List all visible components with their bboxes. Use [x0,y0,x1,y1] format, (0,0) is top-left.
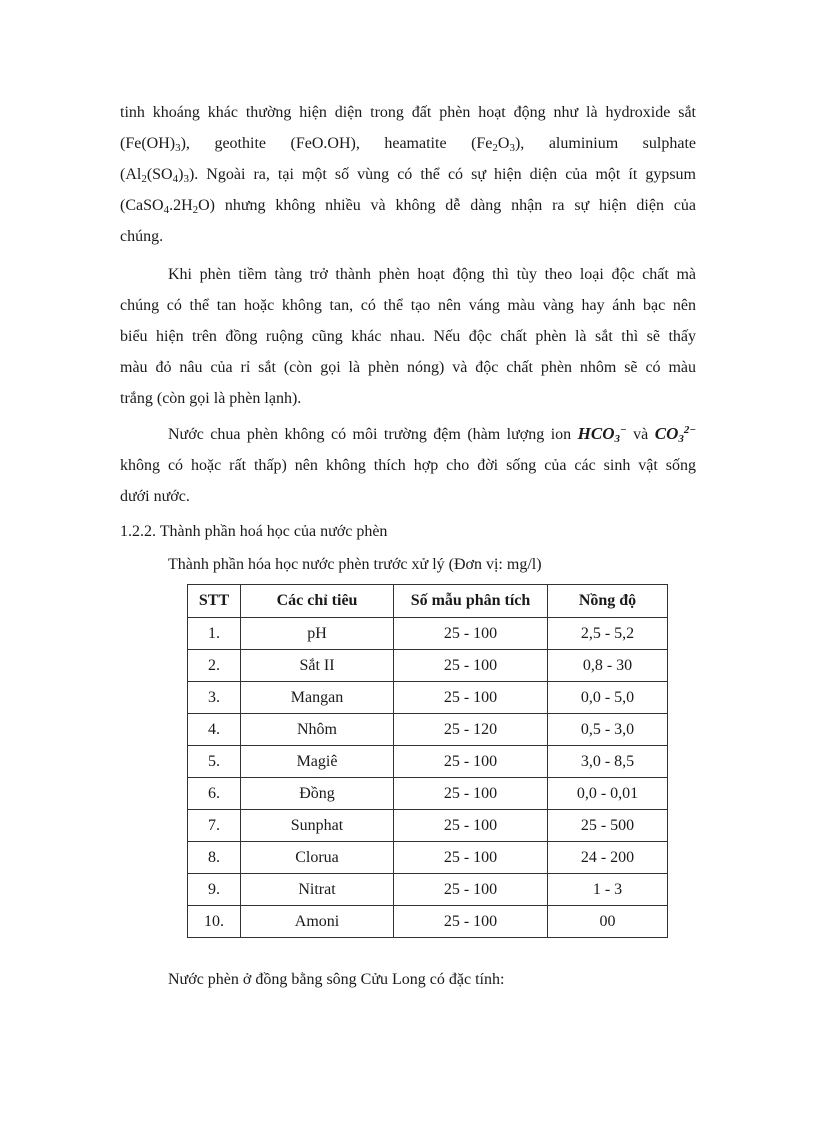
cell-concentration: 25 - 500 [548,810,668,842]
cell-sample-count: 25 - 100 [394,682,548,714]
cell-stt: 6. [188,778,241,810]
cell-sample-count: 25 - 100 [394,618,548,650]
paragraph-line: tinh khoáng khác thường hiện diện trong đất phèn hoạt động như là hydroxide sắt [120,104,696,121]
cell-concentration: 3,0 - 8,5 [548,746,668,778]
cell-concentration: 2,5 - 5,2 [548,618,668,650]
paragraph-line: không có hoặc rất thấp) nên không thích hợp cho đời sống của các sinh vật sống [120,457,696,474]
cell-stt: 4. [188,714,241,746]
bicarbonate-formula: $HCO_3^-$ [577,424,627,445]
table-row [188,810,668,842]
cell-stt: 3. [188,682,241,714]
paragraph-line: $(CaSO_4.2H_2O)$ nhưng không nhiều và không dễ dàng nhận ra sự hiện diện của [120,197,696,216]
cell-indicator: Sắt II [241,650,394,682]
cell-sample-count: 25 - 100 [394,746,548,778]
cell-sample-count: 25 - 100 [394,874,548,906]
table-row [188,682,668,714]
cell-sample-count: 25 - 120 [394,714,548,746]
cell-indicator: pH [241,618,394,650]
paragraph-line: dưới nước. [120,488,190,505]
composition-table [187,584,668,938]
cell-indicator: Magiê [241,746,394,778]
cell-concentration: 0,8 - 30 [548,650,668,682]
cell-concentration: 1 - 3 [548,874,668,906]
paragraph-acidic-water [120,418,696,512]
table-header-row [188,585,668,618]
cell-stt: 1. [188,618,241,650]
paragraph-minerals [120,97,696,252]
table-row [188,650,668,682]
header-sample-count: Số mẫu phân tích [394,585,548,618]
table-row [188,778,668,810]
paragraph-line: $(Fe(OH)_3)$, geothite (FeO.OH), heamatite $(Fe_2O_3)$, aluminium sulphate [120,135,696,154]
paragraph-line: chúng có thể tan hoặc không tan, có thể tạo nên váng màu vàng hay ánh bạc nên [120,297,696,314]
paragraph-line: chúng. [120,228,164,245]
table-row [188,906,668,938]
cell-sample-count: 25 - 100 [394,842,548,874]
cell-concentration: 24 - 200 [548,842,668,874]
cell-concentration: 0,0 - 0,01 [548,778,668,810]
cell-stt: 7. [188,810,241,842]
paragraph-line: $(Al_2(SO_4)_3)$. Ngoài ra, tại một số vùng có thể có sự hiện diện của một ít gypsum [120,166,696,185]
cell-indicator: Nhôm [241,714,394,746]
cell-stt: 10. [188,906,241,938]
cell-indicator: Clorua [241,842,394,874]
cell-stt: 2. [188,650,241,682]
cell-concentration: 0,5 - 3,0 [548,714,668,746]
header-concentration: Nồng độ [548,585,668,618]
cell-sample-count: 25 - 100 [394,906,548,938]
cell-sample-count: 25 - 100 [394,810,548,842]
cell-indicator: Mangan [241,682,394,714]
paragraph-line: trắng (còn gọi là phèn lạnh). [120,390,302,407]
paragraph-line: biểu hiện trên đồng ruộng cũng khác nhau. Nếu độc chất phèn là sắt thì sẽ thấy [120,328,696,345]
cell-indicator: Sunphat [241,810,394,842]
cell-indicator: Đồng [241,778,394,810]
paragraph-line: Nước chua phèn không có môi trường đệm (hàm lượng ion $HCO_3^-$ và $CO_3^{2-}$ [168,424,697,445]
cell-indicator: Nitrat [241,874,394,906]
table-row [188,746,668,778]
table-row [188,714,668,746]
table-row [188,874,668,906]
header-stt: STT [188,585,241,618]
carbonate-formula: $CO_3^{2-}$ [654,424,697,445]
table-row [188,842,668,874]
cell-stt: 5. [188,746,241,778]
cell-stt: 9. [188,874,241,906]
paragraph-line: Khi phèn tiềm tàng trở thành phèn hoạt động thì tùy theo loại độc chất mà [168,266,696,283]
cell-sample-count: 25 - 100 [394,650,548,682]
cell-stt: 8. [188,842,241,874]
header-indicator: Các chỉ tiêu [241,585,394,618]
cell-concentration: 00 [548,906,668,938]
table-caption: Thành phần hóa học nước phèn trước xử lý (Đơn vị: mg/l) [168,556,542,573]
section-heading: 1.2.2. Thành phần hoá học của nước phèn [120,523,388,540]
table-row [188,618,668,650]
cell-indicator: Amoni [241,906,394,938]
cell-sample-count: 25 - 100 [394,778,548,810]
paragraph-line: màu đỏ nâu của rỉ sắt (còn gọi là phèn nóng) và độc chất phèn nhôm sẽ có màu [120,359,696,376]
closing-line: Nước phèn ở đồng bằng sông Cửu Long có đặc tính: [168,971,505,988]
paragraph-active-alum [120,259,696,414]
cell-concentration: 0,0 - 5,0 [548,682,668,714]
